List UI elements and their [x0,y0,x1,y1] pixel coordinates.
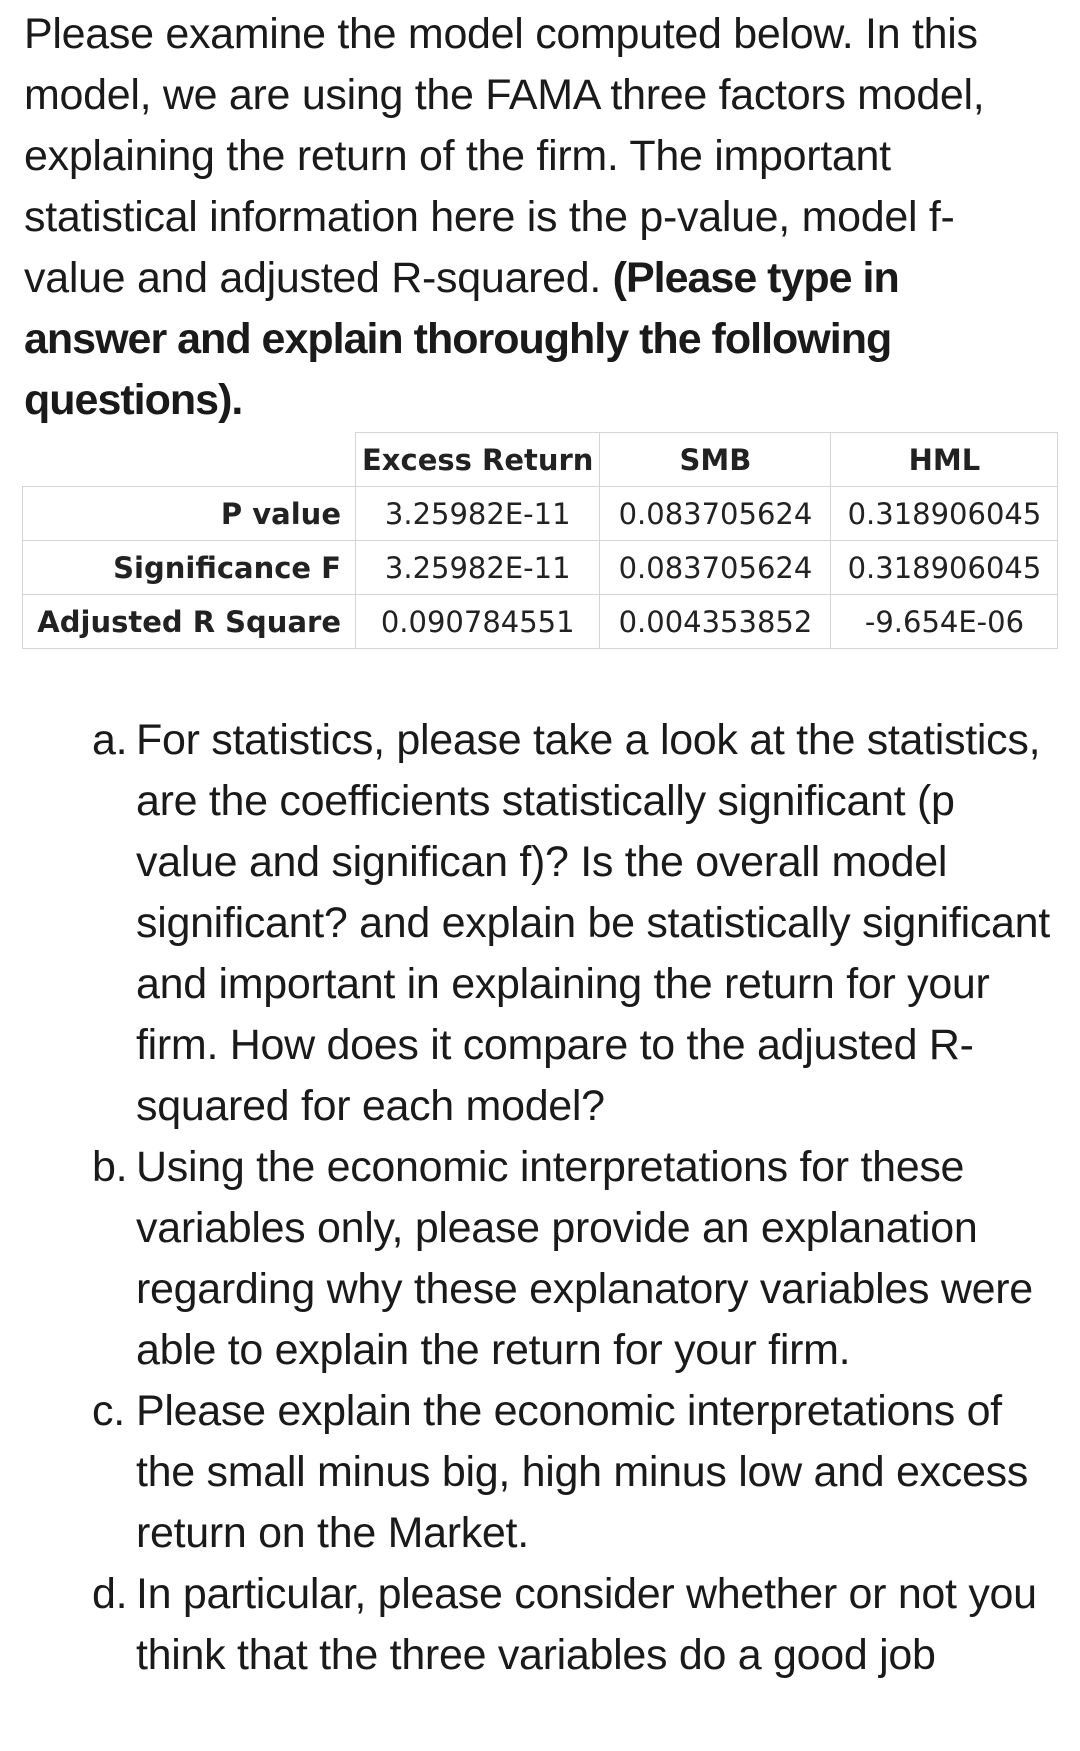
table-cell: 0.083705624 [600,487,831,541]
question-marker: a. [92,716,128,764]
question-text: Please explain the economic interpretations of the small minus big, high minus low and excess return on the Market. [136,1387,1029,1557]
row-label: Adjusted R Square [23,595,356,649]
intro-paragraph [24,4,1034,431]
column-header: SMB [600,433,831,487]
row-label: P value [23,487,356,541]
table-cell: 0.083705624 [600,541,831,595]
table-cell: 3.25982E-11 [356,541,600,595]
table-row [23,487,1058,541]
table-corner-cell [23,433,356,487]
table-row [23,541,1058,595]
question-marker: d. [92,1570,128,1618]
question-list [0,710,1080,1686]
table-cell: 0.090784551 [356,595,600,649]
column-header: HML [831,433,1058,487]
column-header: Excess Return [356,433,600,487]
question-text: Using the economic interpretations for these variables only, please provide an explanation regarding why these explanatory variables were able to explain the return for your firm. [136,1143,1033,1374]
table-row [23,595,1058,649]
question-marker: b. [92,1143,128,1191]
table-cell: 0.318906045 [831,541,1058,595]
table-cell: 3.25982E-11 [356,487,600,541]
intro-instruction: (Please type in answer and explain thoroughly the following questions). [24,254,899,424]
table-cell: 0.318906045 [831,487,1058,541]
question-item [0,1381,1080,1564]
intro-text: Please examine the model computed below. In this model, we are using the FAMA three factors model, explaining the return of the firm. The important statistical information here is the p-value, model f-value and adjusted R-squared. [24,10,985,302]
table-cell: -9.654E-06 [831,595,1058,649]
question-text: For statistics, please take a look at the statistics, are the coefficients statistically significant (p value and significan f)? Is the overall model significant? and explain be statistically significant and important in explaining the return for your firm. How does it compare to the adjusted R-squared for each model? [136,716,1050,1130]
question-text: In particular, please consider whether or not you think that the three variables do a good job [136,1570,1037,1679]
question-marker: c. [92,1387,125,1435]
question-item [0,710,1080,1137]
table-header-row [23,433,1058,487]
regression-stats-table [22,432,1058,649]
question-item [0,1137,1080,1381]
table-cell: 0.004353852 [600,595,831,649]
row-label: Significance F [23,541,356,595]
question-item [0,1564,1080,1686]
